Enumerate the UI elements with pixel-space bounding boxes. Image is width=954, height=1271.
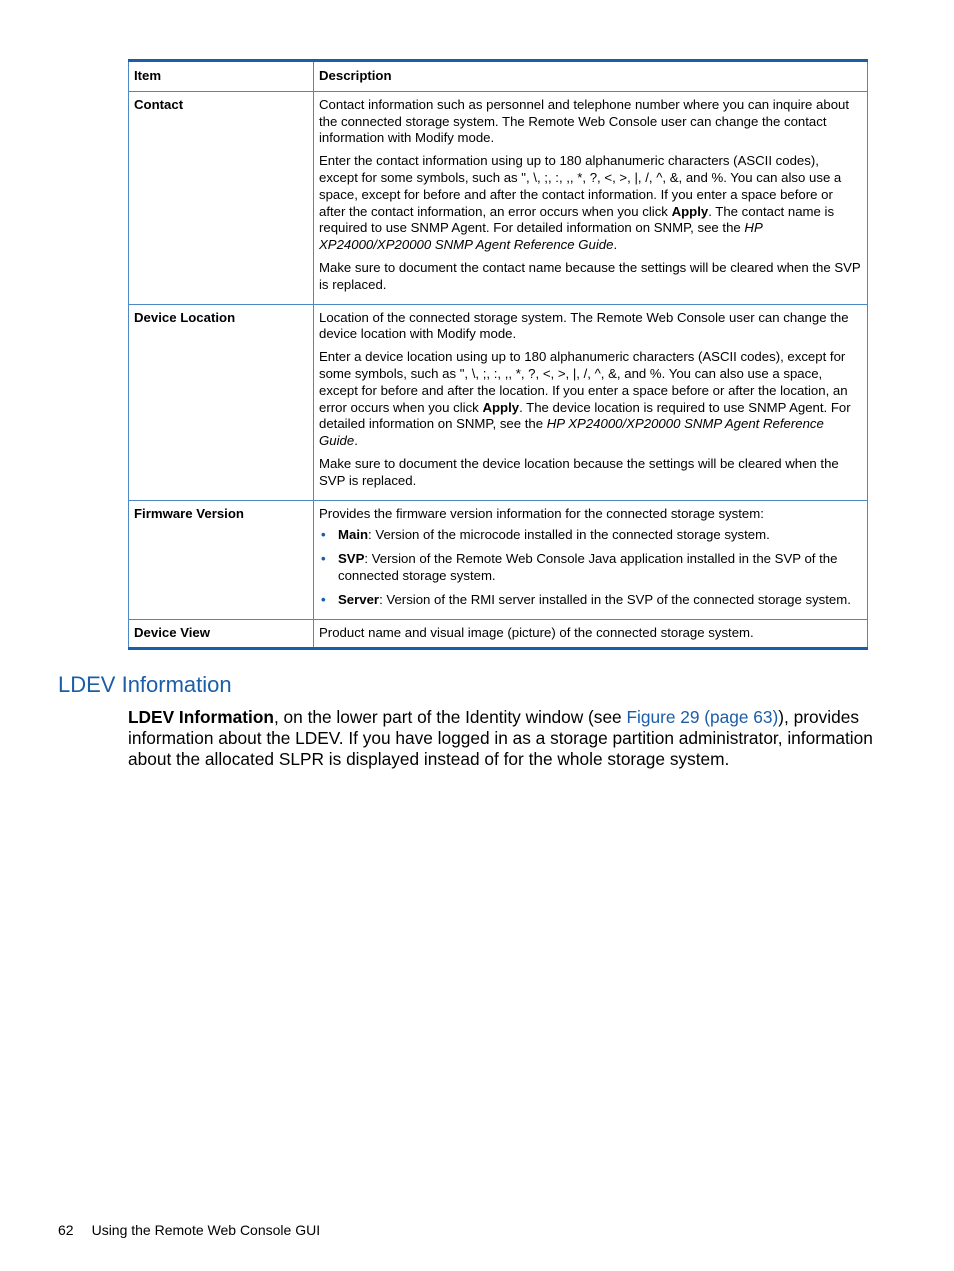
page-number: 62 (58, 1222, 74, 1238)
table-row (129, 304, 868, 500)
table-row (129, 619, 868, 649)
item-firmware-version: Firmware Version (129, 500, 314, 619)
contact-paragraph-3: Make sure to document the contact name because the settings will be cleared when the SVP is replaced. (319, 259, 861, 292)
page-footer (58, 1222, 320, 1238)
contact-paragraph-2: Enter the contact information using up to 180 alphanumeric characters (ASCII codes), except for some symbols, such as ", \, ;, :, ,, *, ?, <, >, |, /, ^, &, and %. You can also use a space, except for before and after the contact information. If you enter a space before or after the contact information, an error occurs when you click Apply. The contact name is required to use SNMP Agent. For detailed information on SNMP, see the HP XP24000/XP20000 SNMP Agent Reference Guide. (319, 153, 842, 253)
header-item: Item (129, 61, 314, 92)
bullet-icon: • (321, 527, 326, 543)
table-row (129, 91, 868, 304)
section-heading: LDEV Information (58, 672, 232, 697)
item-description-table (128, 59, 868, 650)
description-device-view: Product name and visual image (picture) of the connected storage system. (314, 619, 868, 649)
description-device-location (314, 304, 868, 500)
firmware-intro: Provides the firmware version information for the connected storage system: (319, 505, 764, 521)
bullet-icon: • (321, 551, 326, 567)
footer-title: Using the Remote Web Console GUI (91, 1222, 321, 1238)
firmware-bullet-list (319, 527, 861, 608)
location-paragraph-3: Make sure to document the device location because the settings will be cleared when the SVP is replaced. (319, 455, 839, 488)
description-firmware-version (314, 500, 868, 619)
description-contact (314, 91, 868, 304)
item-contact: Contact (129, 91, 314, 304)
location-paragraph-1: Location of the connected storage system. The Remote Web Console user can change the device location with Modify mode. (319, 309, 849, 342)
header-description: Description (314, 61, 868, 92)
table-row (129, 500, 868, 619)
list-item: • SVP: Version of the Remote Web Console Java application installed in the SVP of the connected storage system. (321, 551, 838, 583)
item-device-location: Device Location (129, 304, 314, 500)
contact-paragraph-1: Contact information such as personnel and telephone number where you can inquire about the connected storage system. The Remote Web Console user can change the contact information with Modify mode. (319, 96, 850, 146)
list-item: • Server: Version of the RMI server installed in the SVP of the connected storage system. (321, 591, 851, 607)
location-paragraph-2: Enter a device location using up to 180 alphanumeric characters (ASCII codes), except for some symbols, such as ", \, ;, :, ,, *, ?, <, >, |, /, ^, &, and %. You can also use a space, except for before and after the location. If you enter a space before or after the location, an error occurs when you click Apply. The device location is required to use SNMP Agent. For detailed information on SNMP, see the HP XP24000/XP20000 SNMP Agent Reference Guide. (319, 349, 851, 449)
list-item: • Main: Version of the microcode installed in the connected storage system. (321, 527, 770, 543)
ldev-information-term: LDEV Information (128, 707, 274, 727)
figure-link[interactable]: Figure 29 (page 63) (626, 707, 779, 727)
table-header-row (129, 61, 868, 92)
item-device-view: Device View (129, 619, 314, 649)
bullet-icon: • (321, 591, 326, 607)
section-paragraph: LDEV Information, on the lower part of the Identity window (see Figure 29 (page 63)), provides information about the LDEV. If you have logged in as a storage partition administrator, information about the allocated SLPR is displayed instead of for the whole storage system. (128, 707, 873, 769)
